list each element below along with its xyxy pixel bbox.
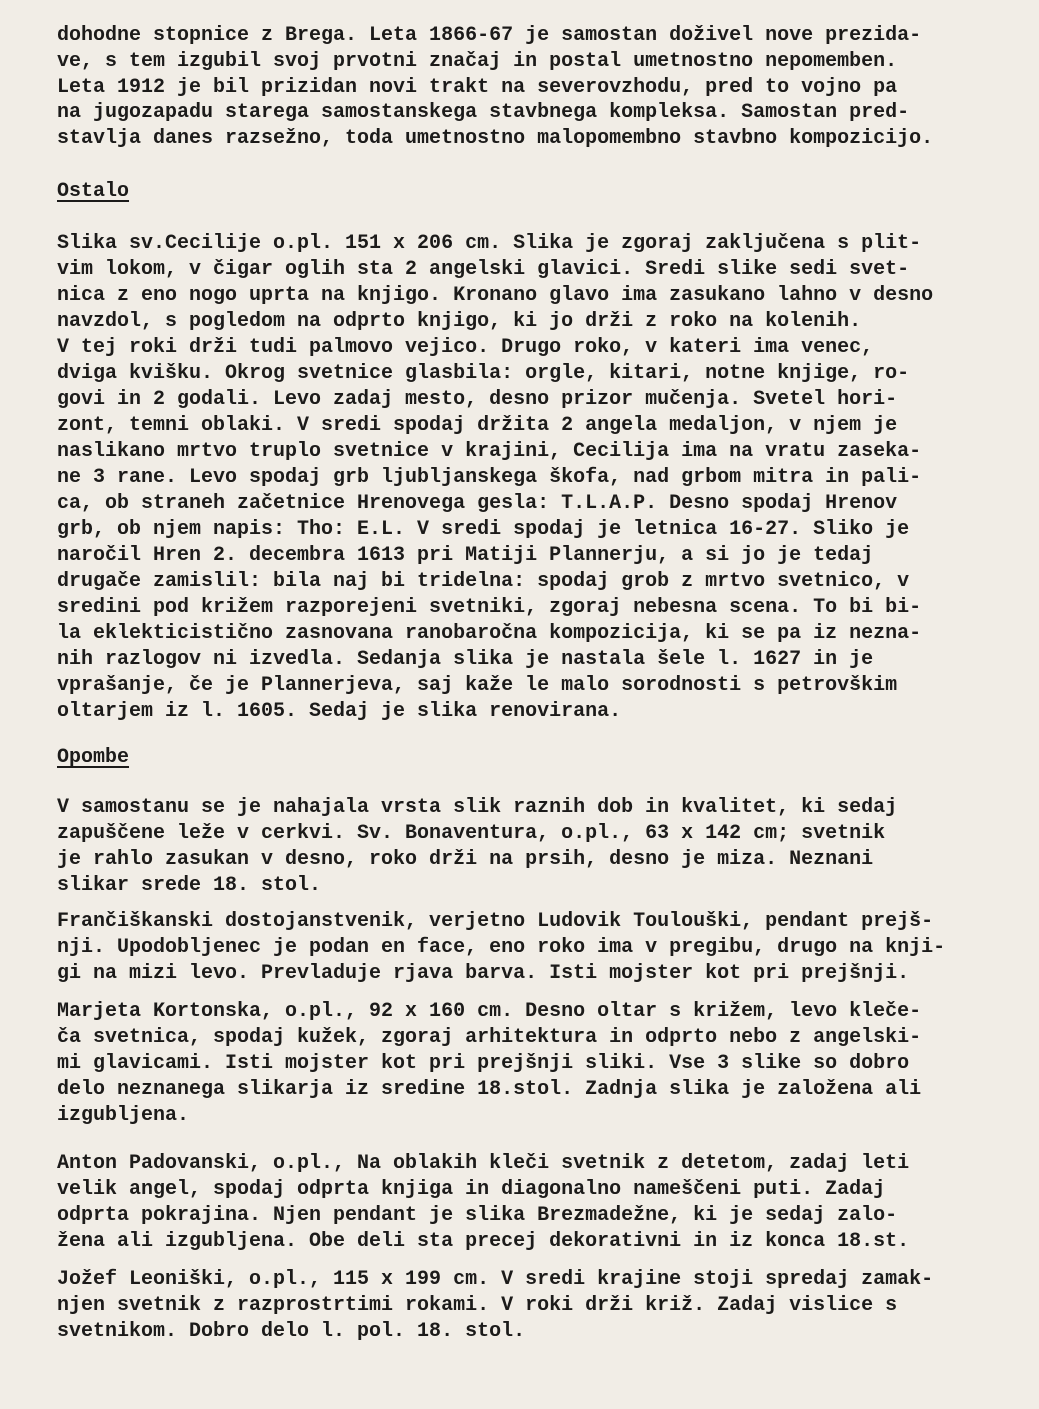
text-line: oltarjem iz l. 1605. Sedaj je slika renovirana. xyxy=(57,700,622,723)
text-line: dviga kvišku. Okrog svetnice glasbila: orgle, kitari, notne knjige, ro- xyxy=(57,362,910,385)
text-line: velik angel, spodaj odprta knjiga in diagonalno nameščeni puti. Zadaj xyxy=(57,1178,886,1201)
text-line: navzdol, s pogledom na odprto knjigo, ki jo drži z roko na kolenih. xyxy=(57,310,862,333)
text-line: na jugozapadu starega samostanskega stavbnega kompleksa. Samostan pred- xyxy=(57,101,910,124)
text-line: delo neznanega slikarja iz sredine 18.stol. Zadnja slika je založena ali xyxy=(57,1078,922,1101)
text-line: slikar srede 18. stol. xyxy=(57,874,322,897)
text-line: Slika sv.Cecilije o.pl. 151 x 206 cm. Slika je zgoraj zaključena s plit- xyxy=(57,232,922,255)
text-line: drugače zamislil: bila naj bi tridelna: spodaj grob z mrtvo svetnico, v xyxy=(57,570,910,593)
text-line: naslikano mrtvo truplo svetnice v krajini, Cecilija ima na vratu zaseka- xyxy=(57,440,922,463)
text-line: nji. Upodobljenec je podan en face, eno roko ima v pregibu, drugo na knji- xyxy=(57,936,946,959)
text-line: zapuščene leže v cerkvi. Sv. Bonaventura, o.pl., 63 x 142 cm; svetnik xyxy=(57,822,886,845)
text-line: grb, ob njem napis: Tho: E.L. V sredi spodaj je letnica 16-27. Sliko je xyxy=(57,518,910,541)
text-line: dohodne stopnice z Brega. Leta 1866-67 je samostan doživel nove prezida- xyxy=(57,24,922,47)
text-line: ča svetnica, spodaj kužek, zgoraj arhitektura in odprto nebo z angelski- xyxy=(57,1026,922,1049)
text-line: Leta 1912 je bil prizidan novi trakt na severovzhodu, pred to vojno pa xyxy=(57,76,898,99)
text-line: la eklekticistično zasnovana ranobaročna kompozicija, ki se pa iz nezna- xyxy=(57,622,922,645)
text-line: nih razlogov ni izvedla. Sedanja slika je nastala šele l. 1627 in je xyxy=(57,648,874,671)
text-line: izgubljena. xyxy=(57,1104,190,1127)
section-heading-ostalo: Ostalo xyxy=(57,180,130,203)
text-line: naročil Hren 2. decembra 1613 pri Matiji Plannerju, a si jo je tedaj xyxy=(57,544,874,567)
text-line: zont, temni oblaki. V sredi spodaj držita 2 angela medaljon, v njem je xyxy=(57,414,898,437)
text-line: Marjeta Kortonska, o.pl., 92 x 160 cm. Desno oltar s križem, levo kleče- xyxy=(57,1000,922,1023)
text-line: govi in 2 godali. Levo zadaj mesto, desno prizor mučenja. Svetel hori- xyxy=(57,388,898,411)
text-line: mi glavicami. Isti mojster kot pri prejšnji sliki. Vse 3 slike so dobro xyxy=(57,1052,910,1075)
text-line: odprta pokrajina. Njen pendant je slika Brezmadežne, ki je sedaj zalo- xyxy=(57,1204,898,1227)
text-line: Anton Padovanski, o.pl., Na oblakih kleči svetnik z detetom, zadaj leti xyxy=(57,1152,910,1175)
text-line: Frančiškanski dostojanstvenik, verjetno Ludovik Toulouški, pendant prejš- xyxy=(57,910,934,933)
text-line: svetnikom. Dobro delo l. pol. 18. stol. xyxy=(57,1320,526,1343)
text-line: vprašanje, če je Plannerjeva, saj kaže le malo sorodnosti s petrovškim xyxy=(57,674,898,697)
text-line: Jožef Leoniški, o.pl., 115 x 199 cm. V sredi krajine stoji spredaj zamak- xyxy=(57,1268,934,1291)
text-line: ca, ob straneh začetnice Hrenovega gesla: T.L.A.P. Desno spodaj Hrenov xyxy=(57,492,898,515)
text-line: stavlja danes razsežno, toda umetnostno malopomembno stavbno kompozicijo. xyxy=(57,127,934,150)
text-line: nica z eno nogo uprta na knjigo. Kronano glavo ima zasukano lahno v desno xyxy=(57,284,934,307)
text-line: ve, s tem izgubil svoj prvotni značaj in postal umetnostno nepomemben. xyxy=(57,50,898,73)
text-line: gi na mizi levo. Prevladuje rjava barva. Isti mojster kot pri prejšnji. xyxy=(57,962,910,985)
text-line: je rahlo zasukan v desno, roko drži na prsih, desno je miza. Neznani xyxy=(57,848,874,871)
text-line: ne 3 rane. Levo spodaj grb ljubljanskega škofa, nad grbom mitra in pali- xyxy=(57,466,922,489)
text-line: njen svetnik z razprostrtimi rokami. V roki drži križ. Zadaj vislice s xyxy=(57,1294,898,1317)
text-line: vim lokom, v čigar oglih sta 2 angelski glavici. Sredi slike sedi svet- xyxy=(57,258,910,281)
text-line: V samostanu se je nahajala vrsta slik raznih dob in kvalitet, ki sedaj xyxy=(57,796,898,819)
text-line: sredini pod križem razporejeni svetniki, zgoraj nebesna scena. To bi bi- xyxy=(57,596,922,619)
text-line: žena ali izgubljena. Obe deli sta precej dekorativni in iz konca 18.st. xyxy=(57,1230,910,1253)
section-heading-opombe: Opombe xyxy=(57,746,130,769)
text-line: V tej roki drži tudi palmovo vejico. Drugo roko, v kateri ima venec, xyxy=(57,336,874,359)
